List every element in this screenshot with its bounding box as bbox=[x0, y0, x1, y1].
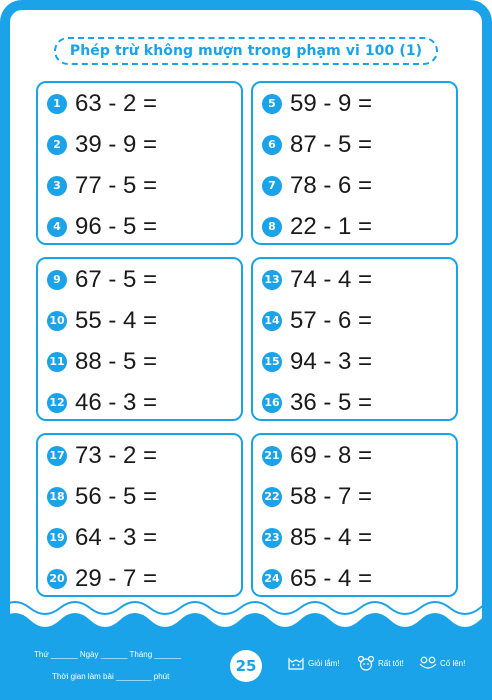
problem-item bbox=[253, 210, 456, 244]
problem-number-badge: 14 bbox=[262, 311, 282, 331]
problem-item bbox=[38, 386, 241, 420]
bear-face-icon bbox=[356, 655, 376, 671]
problem-item bbox=[253, 87, 456, 121]
problem-item bbox=[253, 562, 456, 596]
problem-item bbox=[38, 210, 241, 244]
problem-expression: 29 - 7 = bbox=[75, 565, 158, 592]
problem-expression: 46 - 3 = bbox=[75, 389, 158, 416]
problem-number-badge: 19 bbox=[47, 528, 67, 548]
cat-face-icon bbox=[286, 655, 306, 671]
problem-item bbox=[253, 439, 456, 473]
problem-number-badge: 12 bbox=[47, 393, 67, 413]
problem-item bbox=[38, 521, 241, 555]
problem-expression: 74 - 4 = bbox=[290, 266, 373, 293]
problem-expression: 56 - 5 = bbox=[75, 483, 158, 510]
exercise-box-2 bbox=[251, 81, 458, 245]
problem-number-badge: 23 bbox=[262, 528, 282, 548]
problem-item bbox=[38, 263, 241, 297]
problem-number-badge: 10 bbox=[47, 311, 67, 331]
problem-expression: 78 - 6 = bbox=[290, 172, 373, 199]
problem-item bbox=[38, 128, 241, 162]
problem-expression: 96 - 5 = bbox=[75, 213, 158, 240]
rating-good bbox=[286, 655, 340, 671]
problem-number-badge: 24 bbox=[262, 569, 282, 589]
problem-expression: 22 - 1 = bbox=[290, 213, 373, 240]
problem-expression: 87 - 5 = bbox=[290, 131, 373, 158]
problem-expression: 64 - 3 = bbox=[75, 524, 158, 551]
problem-number-badge: 15 bbox=[262, 352, 282, 372]
problem-number-badge: 2 bbox=[47, 135, 67, 155]
problem-item bbox=[38, 439, 241, 473]
problem-item bbox=[253, 386, 456, 420]
problem-number-badge: 3 bbox=[47, 176, 67, 196]
problem-expression: 57 - 6 = bbox=[290, 307, 373, 334]
page-title: Phép trừ không mượn trong phạm vi 100 (1) bbox=[69, 43, 423, 59]
problem-expression: 67 - 5 = bbox=[75, 266, 158, 293]
problem-item bbox=[38, 345, 241, 379]
problem-number-badge: 17 bbox=[47, 446, 67, 466]
problem-number-badge: 5 bbox=[262, 94, 282, 114]
time-line: Thời gian làm bài ________ phút bbox=[52, 672, 170, 681]
footer-wave bbox=[0, 598, 492, 700]
problem-number-badge: 4 bbox=[47, 217, 67, 237]
rating-label: Giỏi lắm! bbox=[308, 658, 340, 668]
problem-number-badge: 18 bbox=[47, 487, 67, 507]
exercise-box-1 bbox=[36, 81, 243, 245]
problem-expression: 65 - 4 = bbox=[290, 565, 373, 592]
exercise-box-4 bbox=[251, 257, 458, 421]
problem-number-badge: 9 bbox=[47, 270, 67, 290]
rating-label: Cố lên! bbox=[440, 658, 466, 668]
problem-number-badge: 21 bbox=[262, 446, 282, 466]
date-line: Thứ ______ Ngày ______ Tháng ______ bbox=[34, 650, 182, 659]
rating-label: Rất tốt! bbox=[378, 658, 404, 668]
problem-expression: 58 - 7 = bbox=[290, 483, 373, 510]
problem-expression: 55 - 4 = bbox=[75, 307, 158, 334]
problem-expression: 69 - 8 = bbox=[290, 442, 373, 469]
exercise-box-6 bbox=[251, 433, 458, 597]
problem-item bbox=[38, 480, 241, 514]
title-banner bbox=[54, 37, 438, 65]
problem-expression: 85 - 4 = bbox=[290, 524, 373, 551]
problem-expression: 88 - 5 = bbox=[75, 348, 158, 375]
problem-item bbox=[38, 87, 241, 121]
problem-item bbox=[253, 345, 456, 379]
problem-number-badge: 16 bbox=[262, 393, 282, 413]
problem-item bbox=[38, 169, 241, 203]
problem-number-badge: 6 bbox=[262, 135, 282, 155]
problem-expression: 36 - 5 = bbox=[290, 389, 373, 416]
problem-expression: 63 - 2 = bbox=[75, 90, 158, 117]
problem-expression: 59 - 9 = bbox=[290, 90, 373, 117]
problem-expression: 39 - 9 = bbox=[75, 131, 158, 158]
page-number: 25 bbox=[230, 650, 262, 682]
problem-item bbox=[38, 304, 241, 338]
problem-item bbox=[253, 263, 456, 297]
problem-number-badge: 22 bbox=[262, 487, 282, 507]
frog-face-icon bbox=[418, 655, 438, 671]
exercise-box-3 bbox=[36, 257, 243, 421]
problem-expression: 73 - 2 = bbox=[75, 442, 158, 469]
problem-item bbox=[38, 562, 241, 596]
problem-number-badge: 7 bbox=[262, 176, 282, 196]
problem-item bbox=[253, 521, 456, 555]
problem-item bbox=[253, 480, 456, 514]
problem-expression: 77 - 5 = bbox=[75, 172, 158, 199]
problem-item bbox=[253, 169, 456, 203]
problem-item bbox=[253, 128, 456, 162]
rating-very-good bbox=[356, 655, 404, 671]
problem-number-badge: 1 bbox=[47, 94, 67, 114]
problem-number-badge: 8 bbox=[262, 217, 282, 237]
rating-try-harder bbox=[418, 655, 465, 671]
problem-number-badge: 11 bbox=[47, 352, 67, 372]
problem-item bbox=[253, 304, 456, 338]
problem-number-badge: 13 bbox=[262, 270, 282, 290]
exercise-box-5 bbox=[36, 433, 243, 597]
problem-number-badge: 20 bbox=[47, 569, 67, 589]
problem-expression: 94 - 3 = bbox=[290, 348, 373, 375]
